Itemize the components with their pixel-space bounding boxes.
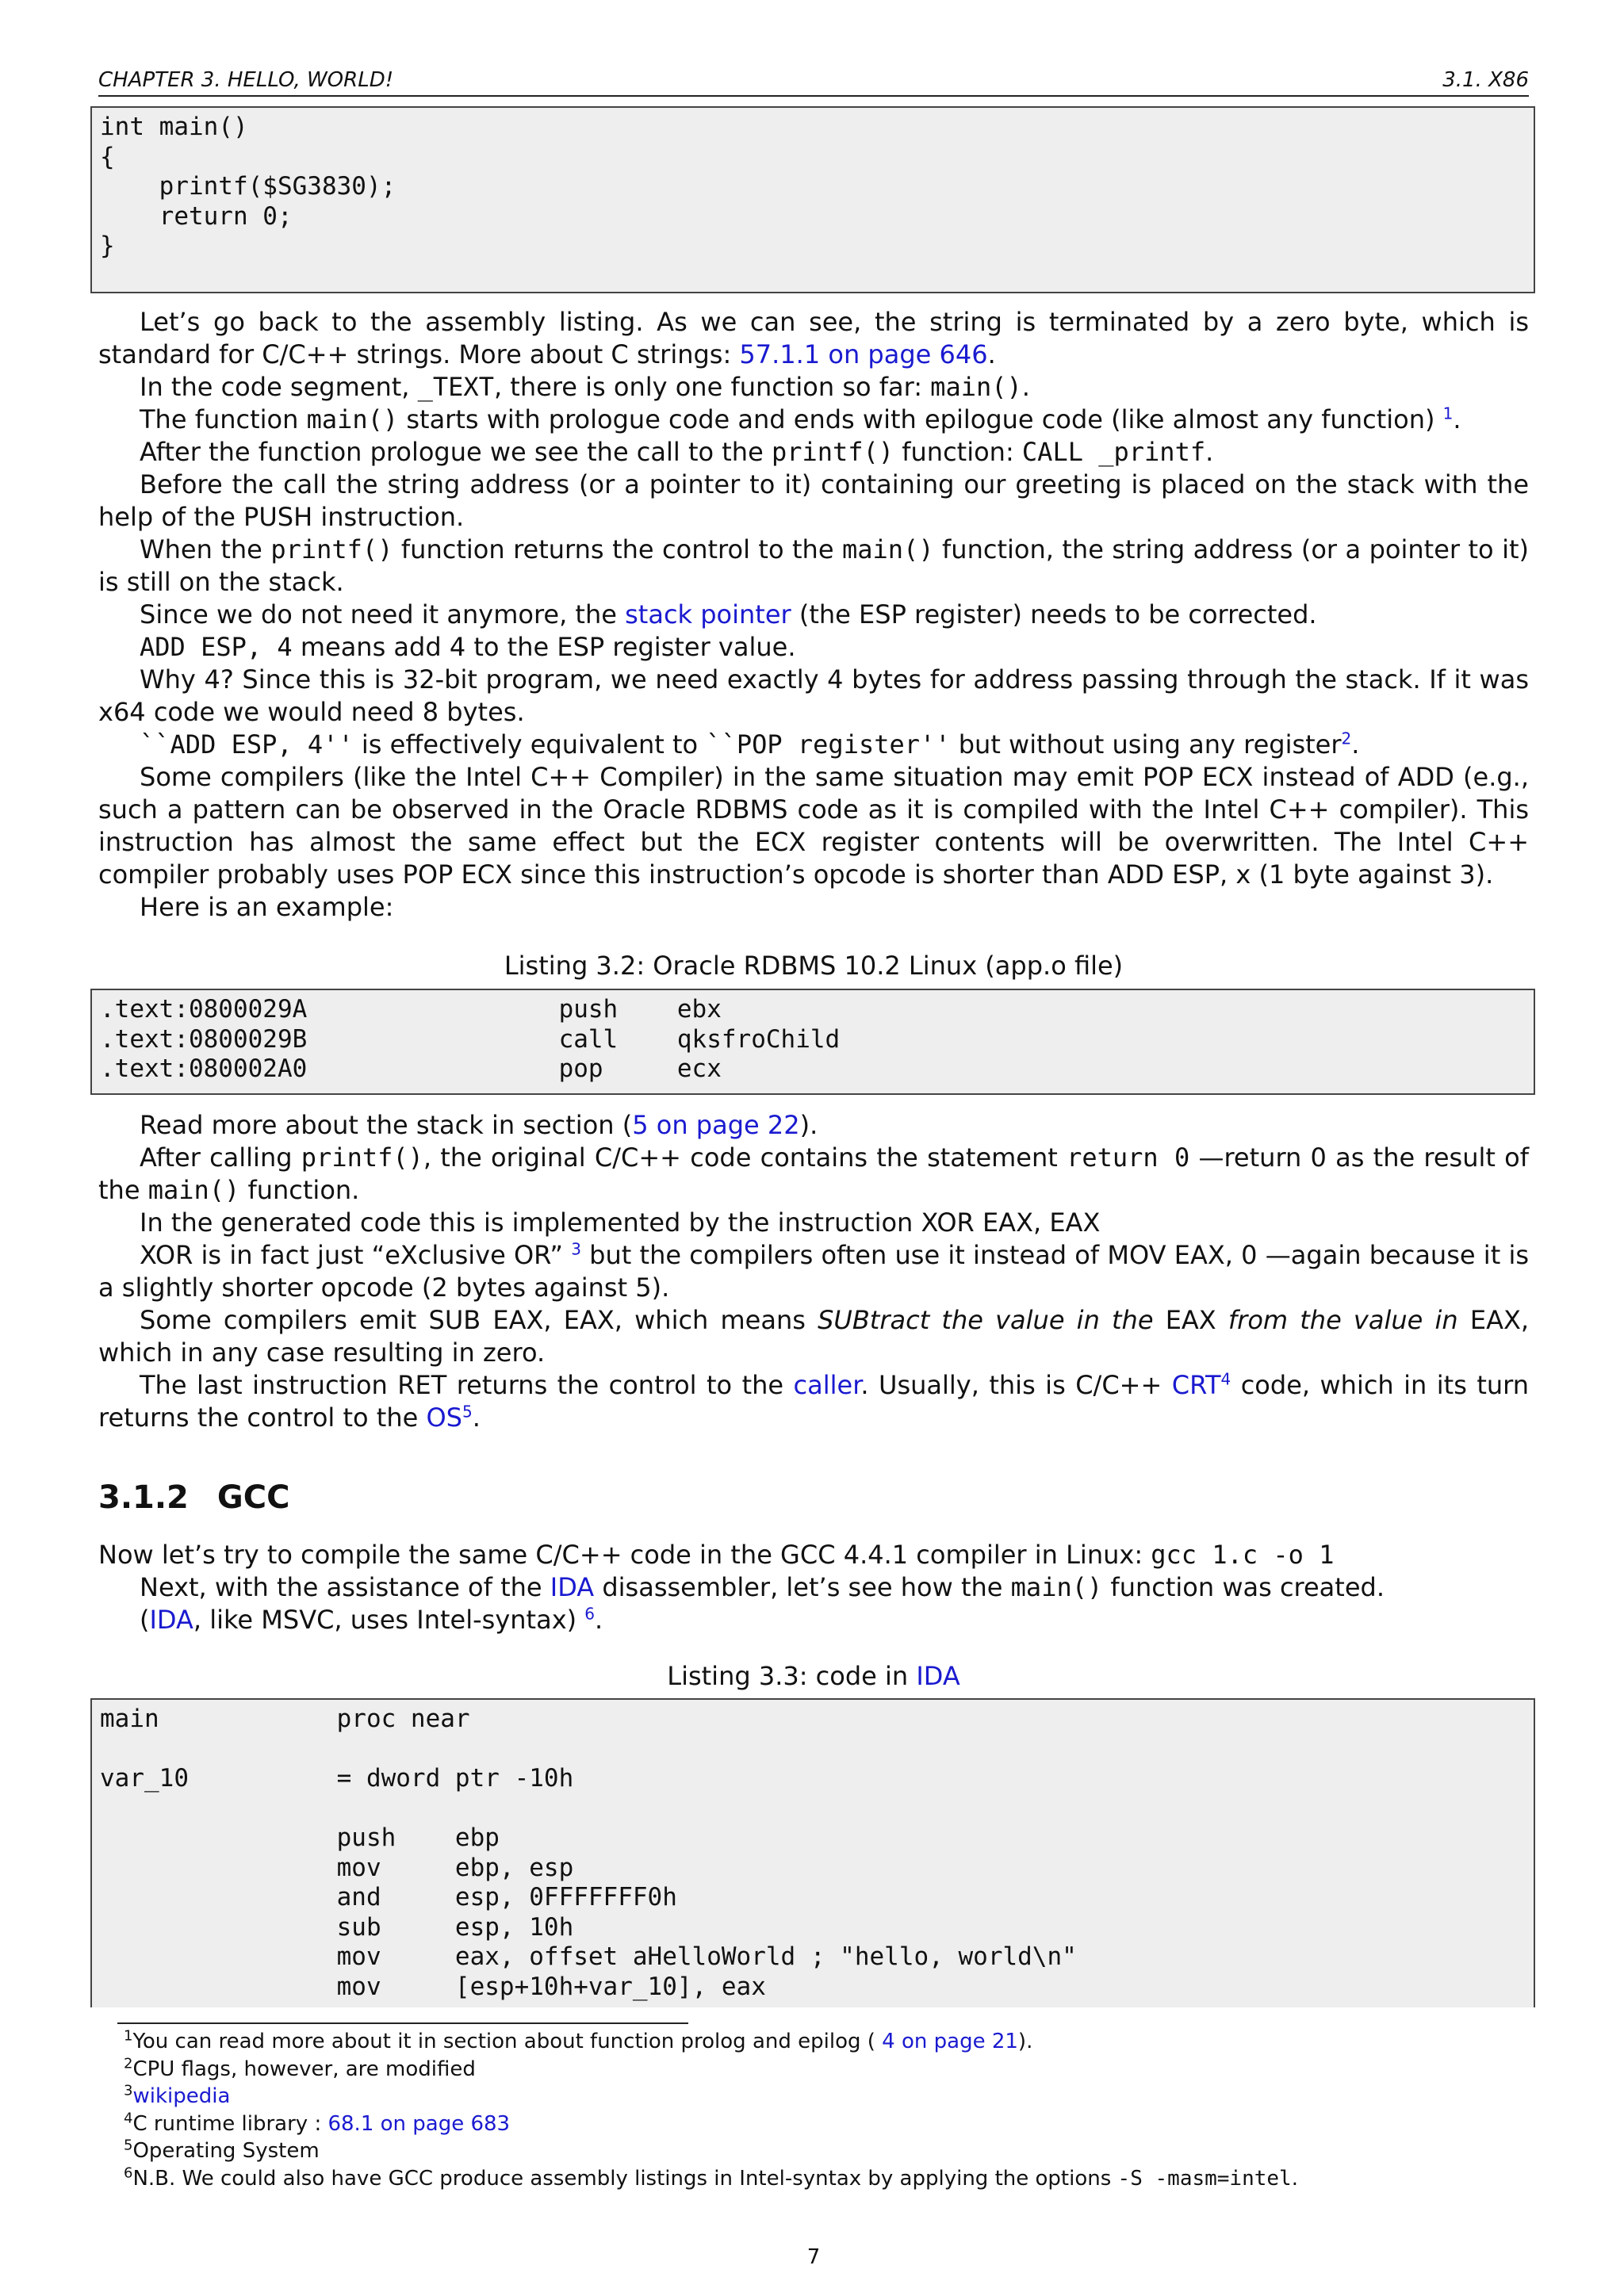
paragraph: The last instruction RET returns the control to the caller. Usually, this is $C/C++ CRT^4$ code, which in its turn returns the control to the $OS^5$.	[98, 1369, 1530, 1433]
glossary-link[interactable]: IDA	[149, 1605, 193, 1635]
glossary-link[interactable]: OS	[426, 1402, 462, 1433]
paragraph: After the function prologue we see the call to the printf() function: CALL _printf.	[140, 437, 1214, 467]
header-section: 3.1. X86	[1442, 68, 1529, 92]
running-header	[98, 68, 1529, 97]
paragraph: Before the call the string address (or a pointer to it) containing our greeting is placed on the stack with the help of the PUSH instruction.	[98, 469, 1529, 532]
footnote-4: $^4$C runtime library : 68.1 on page 683	[124, 2109, 511, 2136]
paragraph: Some compilers emit SUB EAX, EAX, which means SUBtract the value in the EAX from the value in EAX, which in any case resulting in zero.	[98, 1305, 1530, 1368]
paragraph: Next, with the assistance of the IDA disassembler, let’s see how the main() function was created.	[140, 1572, 1385, 1602]
glossary-link[interactable]: stack pointer	[625, 599, 791, 629]
footnote-ref[interactable]: 1	[1442, 404, 1454, 423]
code-listing-oracle: .text:0800029A push ebx .text:0800029B call qksfroChild .text:080002A0 pop ecx	[90, 989, 1535, 1095]
paragraph: In the code segment, _TEXT, there is only one function so far: main().	[140, 372, 1030, 402]
page	[98, 0, 1529, 2296]
paragraph: Let’s go back to the assembly listing. As we can see, the string is terminated by a zero byte, which is standard for C/C++ strings. More about C strings: 57.1.1 on page 646.	[98, 307, 1529, 369]
cross-ref-link[interactable]: 5 on page 22	[632, 1110, 800, 1140]
paragraph: After calling printf(), the original C/C++ code contains the statement return 0 —return 0 as the result of the main() function.	[98, 1142, 1530, 1205]
paragraph: The function main() starts with prologue code and ends with epilogue code (like almost any function) $^1$.	[140, 404, 1461, 434]
footnote-5: $^5$Operating System	[124, 2137, 320, 2163]
paragraph: ``ADD ESP, 4'' is effectively equivalent to ``POP register'' but without using any register$^2$.	[140, 729, 1360, 760]
code-listing-gcc: main proc near var_10 = dword ptr -10h push ebp mov ebp, esp and esp, 0FFFFFFF0h sub esp, 10h mov eax, offset aHelloWorld ; "hello, world\n" mov [esp+10h+var_10], eax	[90, 1698, 1535, 2007]
cross-ref-link[interactable]: 4 on page 21	[875, 2030, 1018, 2053]
paragraph: Since we do not need it anymore, the stack pointer (the ESP register) needs to be corrected.	[140, 599, 1317, 629]
section-heading	[98, 1479, 289, 1516]
body-text-1	[98, 306, 1529, 924]
footnote-ref[interactable]: 5	[462, 1402, 473, 1422]
wikipedia-link[interactable]: wikipedia	[132, 2084, 231, 2108]
footnote-1: $^1$You can read more about it in section about function prolog and epilog ( 4 on page 21).	[124, 2027, 1033, 2053]
paragraph: ADD ESP, 4 means add 4 to the ESP register value.	[140, 632, 796, 662]
footnote-ref[interactable]: 2	[1341, 729, 1352, 748]
footnote-ref[interactable]: 3	[571, 1239, 581, 1259]
footnote-ref[interactable]: 6	[584, 1604, 596, 1624]
cross-ref-link[interactable]: 57.1.1 on page 646	[739, 339, 988, 369]
code-listing-main: int main() { printf($SG3830); return 0; }	[90, 106, 1535, 293]
listing-caption: Listing 3.3: code in IDA	[667, 1661, 960, 1691]
footnote-ref[interactable]: 4	[1220, 1369, 1231, 1389]
glossary-link[interactable]: IDA	[916, 1661, 960, 1691]
body-text-3	[98, 1539, 1529, 1636]
body-text-2	[98, 1109, 1529, 1434]
header-chapter: CHAPTER 3. HELLO, WORLD!	[98, 68, 394, 92]
listing-caption: Listing 3.2: Oracle RDBMS 10.2 Linux (app.o file)	[504, 951, 1124, 981]
glossary-link[interactable]: IDA	[550, 1572, 595, 1602]
paragraph: (IDA, like MSVC, uses Intel-syntax) $^6$.	[140, 1604, 603, 1635]
paragraph: Read more about the stack in section (5 on page 22).	[140, 1110, 818, 1140]
cross-ref-link[interactable]: 68.1 on page 683	[327, 2111, 511, 2136]
footnote-6: $^6$N.B. We could also have GCC produce assembly listings in Intel-syntax by applying the options -S -masm=intel.	[124, 2164, 1298, 2191]
footnotes	[124, 2028, 1298, 2192]
footnote-3: $^3$wikipedia	[124, 2082, 231, 2108]
glossary-link[interactable]: CRT	[1171, 1370, 1221, 1400]
section-title: GCC	[216, 1479, 290, 1516]
footnote-rule	[117, 2022, 688, 2024]
page-number: 7	[806, 2245, 821, 2269]
paragraph: Some compilers (like the Intel C++ Compiler) in the same situation may emit POP ECX instead of ADD (e.g., such a pattern can be observed in the Oracle RDBMS code as it is compiled with the Intel C++ compiler). This instruction has almost the same effect but the ECX register contents will be overwritten. The Intel C++ compiler probably uses POP ECX since this instruction’s opcode is shorter than ADD ESP, x (1 byte against 3).	[98, 762, 1530, 890]
paragraph: When the printf() function returns the control to the main() function, the string address (or a pointer to it) is still on the stack.	[98, 534, 1530, 597]
paragraph: XOR is in fact just “eXclusive OR” $^3$ but the compilers often use it instead of MOV EAX, 0 —again because it is a slightly shorter opcode (2 bytes against 5).	[98, 1239, 1530, 1303]
paragraph: Why 4? Since this is 32-bit program, we need exactly 4 bytes for address passing through the stack. If it was x64 code we would need 8 bytes.	[98, 664, 1529, 727]
section-number: 3.1.2	[98, 1479, 189, 1516]
glossary-link[interactable]: caller	[793, 1370, 861, 1400]
paragraph: Here is an example:	[140, 892, 394, 922]
paragraph: Now let’s try to compile the same C/C++ code in the GCC 4.4.1 compiler in Linux: gcc 1.c -o 1	[98, 1540, 1335, 1570]
footnote-2: $^2$CPU flags, however, are modified	[124, 2054, 476, 2081]
paragraph: In the generated code this is implemented by the instruction XOR EAX, EAX	[140, 1207, 1101, 1238]
